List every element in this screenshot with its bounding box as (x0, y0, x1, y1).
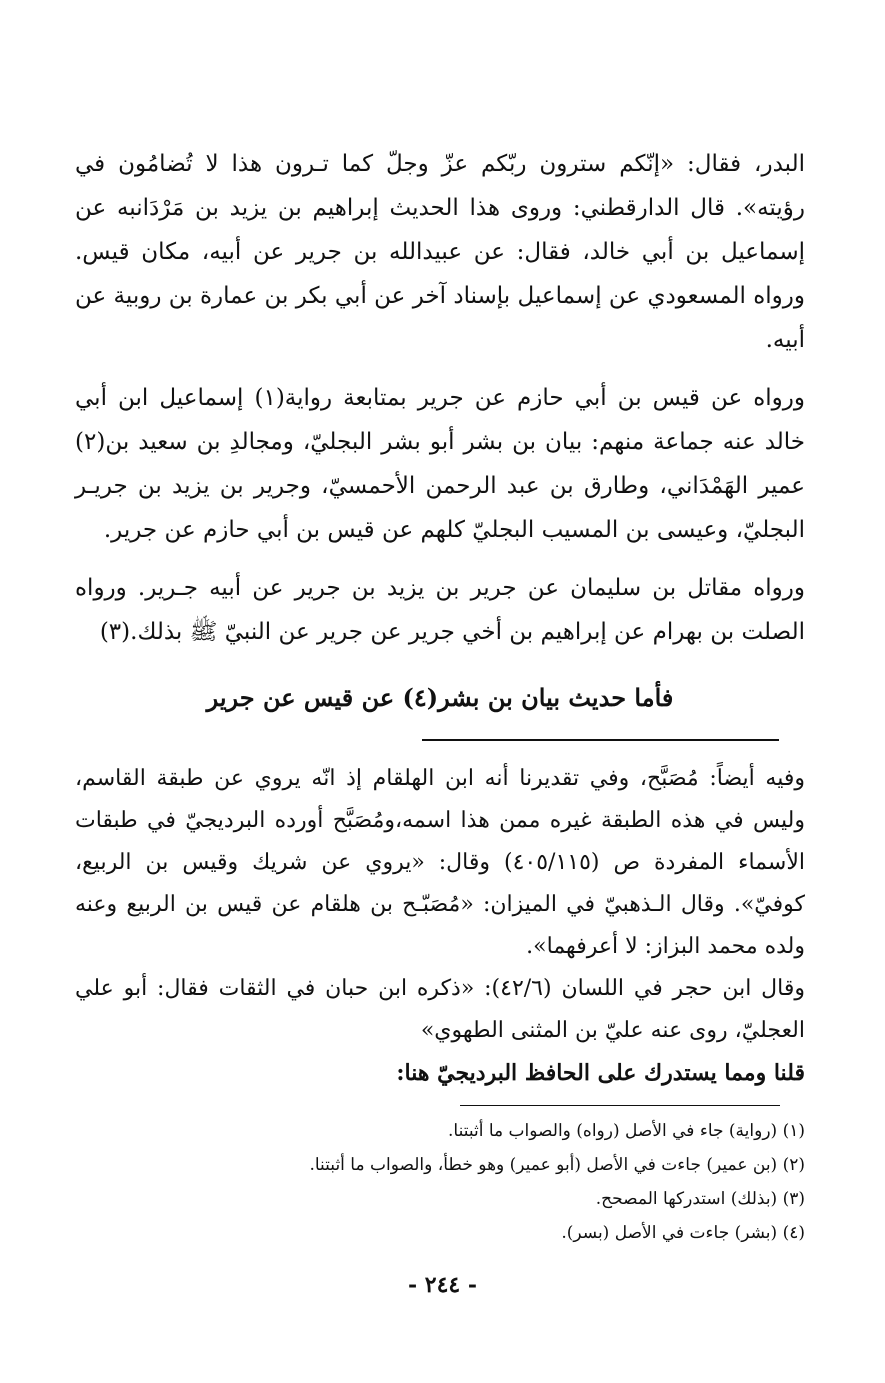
footnote-3: (٣) (بذلك) استدركها المصحح. (595, 1189, 805, 1209)
footnotes-block (75, 1114, 805, 1250)
section-heading: فأما حديث بيان بن بشر(٤) عن قيس عن جرير (206, 683, 674, 712)
section-divider (422, 739, 779, 741)
footnote-2: (٢) (بن عمير) جاءت في الأصل (أبو عمير) وهو خطأ، والصواب ما أثبتنا. (309, 1155, 805, 1175)
commentary-paragraph-1: وفيه أيضاً: مُصَبَّح، وفي تقديرنا أنه ابن الهلقام إذ انّه يروي عن طبقة القاسم، وليس في هذه الطبقة غيره ممن هذا اسمه،ومُصَبَّح أورده البرديجيّ في طبقات الأسماء المفردة ص (٤٠٥/١١٥) وقال: «يروي عن شريك وقيس بن الربيع، كوفيّ». وقال الـذهبيّ في الميزان: «مُصَبّـح بن هلقام عن قيس بن الربيع وعنه ولده محمد البزاز: لا أعرفهما». (75, 766, 805, 959)
main-paragraph-2: ورواه عن قيس بن أبي حازم عن جرير بمتابعة رواية(١) إسماعيل ابن أبي خالد عنه جماعة منهم: بيان بن بشر أبو بشر البجليّ، ومجالدِ بن سعيد بن(٢) عمير الهَمْدَاني، وطارق بن عبد الرحمن الأحمسيّ، وجرير بن يزيد بن جريـر البجليّ، وعيسى بن المسيب البجليّ كلهم عن قيس بن أبي حازم عن جرير. (75, 385, 806, 543)
footnote-4: (٤) (بشر) جاءت في الأصل (بسر). (561, 1223, 805, 1243)
page-number: - ٢٤٤ - (407, 1272, 478, 1298)
main-text-block (75, 142, 805, 668)
commentary-paragraph-3: قلنا ومما يستدرك على الحافظ البرديجيّ هنا: (396, 1060, 805, 1086)
commentary-paragraph-2: وقال ابن حجر في اللسان (٤٢/٦): «ذكره ابن حبان في الثقات فقال: أبو علي العجليّ، روى عنه عليّ بن المثنى الطهوي» (75, 976, 805, 1043)
footnote-divider (460, 1105, 780, 1106)
commentary-block (75, 758, 805, 1094)
footnote-1: (١) (رواية) جاء في الأصل (رواه) والصواب ما أثبتنا. (448, 1121, 805, 1141)
main-paragraph-3: ورواه مقاتل بن سليمان عن جرير بن يزيد بن جرير عن أبيه جـرير. ورواه الصلت بن بهرام عن إبراهيم بن أخي جرير عن جرير عن النبيّ ﷺ بذلك.(٣) (75, 575, 805, 645)
main-paragraph-1: البدر، فقال: «إنّكم سترون ربّكم عزّ وجلّ كما تـرون هذا لا تُضامُون في رؤيته». قال الدارقطني: وروى هذا الحديث إبراهيم بن يزيد بن مَرْدَانبه عن إسماعيل بن أبي خالد، فقال: عن عبيدالله بن جرير عن أبيه، مكان قيس. ورواه المسعودي عن إسماعيل بإسناد آخر عن أبي بكر بن عمارة بن روبية عن أبيه. (75, 151, 805, 353)
